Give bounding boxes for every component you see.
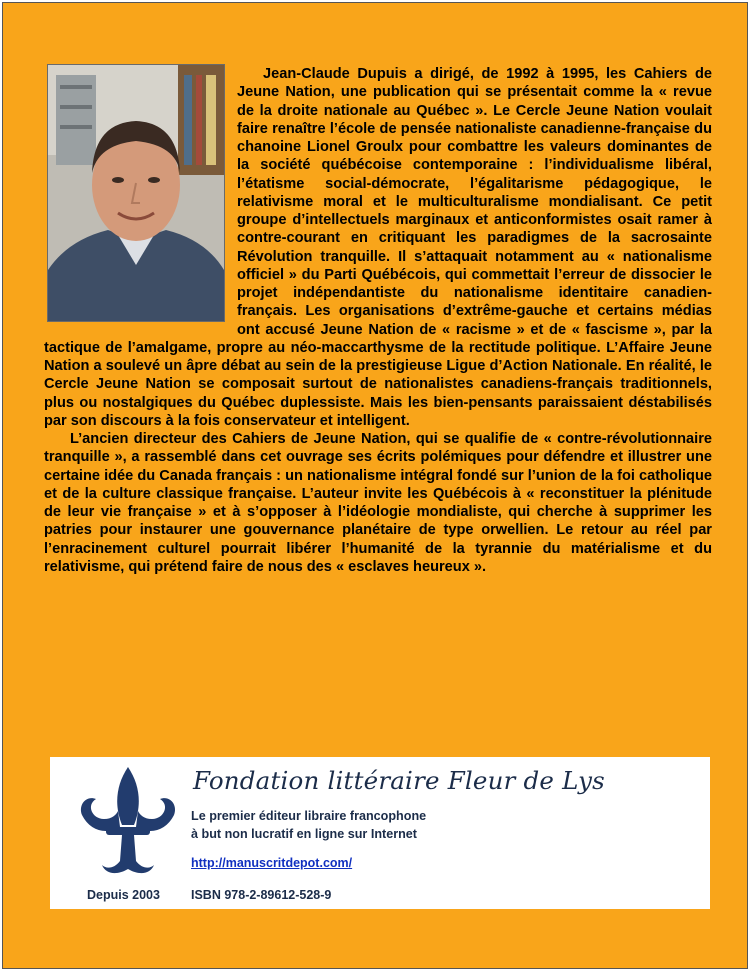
author-photo	[47, 64, 225, 322]
paragraph-1: Jean-Claude Dupuis a dirigé, de 1992 à 1995, les Cahiers de Jeune Nation, une publication qui se présentait comme la « revue de la droite nationale au Québec ». Le Cercle Jeune Nation voulait faire renaître l’école de pensée nationaliste canadienne-française du chanoine Lionel Groulx pour combattre les valeurs dominantes de la société québécoise contemporaine : l’individualisme libéral, l’étatisme social-démocrate, l’égalitarisme pédagogique, le relativisme moral et le multiculturalisme mondialisant. Ce petit groupe d’intellectuels marginaux et anticonformistes osait ramer à contre-courant en critiquant les paradigmes de la sacrosainte Révolution tranquille. Il s’attaquait notamment au « nationalisme officiel » du Parti Québécois, qui commettait l’erreur de dissocier le projet indépendantiste du nationalisme identitaire canadien-français. Les organisations d’extrême-gauche et certains médias ont accusé Jeune Nation de « racisme » et de « fascisme », par la tactique de l’amalgame, propre au néo-maccarthysme de la rectitude politique. L’Affaire Jeune Nation a soulevé un âpre débat au sein de la prestigieuse Ligue d’Action Nationale. En réalité, le Cercle Jeune Nation se composait surtout de nationalistes canadiens-français traditionnels, plus ou nostalgiques du Québec duplessiste. Mais les bien-pensants paraissaient déstabilisés par son discours à la fois conservateur et intelligent.	[44, 66, 712, 429]
publisher-url-link[interactable]: http://manuscritdepot.com/	[191, 856, 353, 870]
fleur-de-lys-icon	[72, 765, 184, 877]
founded-label: Depuis 2003	[87, 888, 160, 902]
paragraph-2: L’ancien directeur des Cahiers de Jeune Nation, qui se qualifie de « contre-révolutionnaire tranquille », a rassemblé dans cet ouvrage ses écrits polémiques pour défendre et illustrer une certaine idée du Canada français : un nationalisme intégral fondé sur l’union de la foi catholique et de la culture classique française. L’auteur invite les Québécois à « reconstituer la plénitude de leur vie française » et à s’opposer à l’idéologie mondialiste, qui cherche à supprimer les patries pour instaurer une gouvernance planétaire de type orwellien. Le retour au réel par l’enracinement culturel pourrait libérer l’humanité de la tyrannie du matérialisme et du relativisme, qui prétend faire de nous des « esclaves heureux ».	[44, 431, 712, 575]
publisher-tagline-2: à but non lucratif en ligne sur Internet	[191, 827, 418, 841]
publisher-name: Fondation littéraire Fleur de Lys	[193, 766, 605, 795]
isbn-label: ISBN 978-2-89612-528-9	[191, 888, 332, 902]
publisher-tagline-1: Le premier éditeur libraire francophone	[191, 809, 427, 823]
back-cover	[3, 3, 747, 968]
publisher-box	[50, 757, 710, 909]
